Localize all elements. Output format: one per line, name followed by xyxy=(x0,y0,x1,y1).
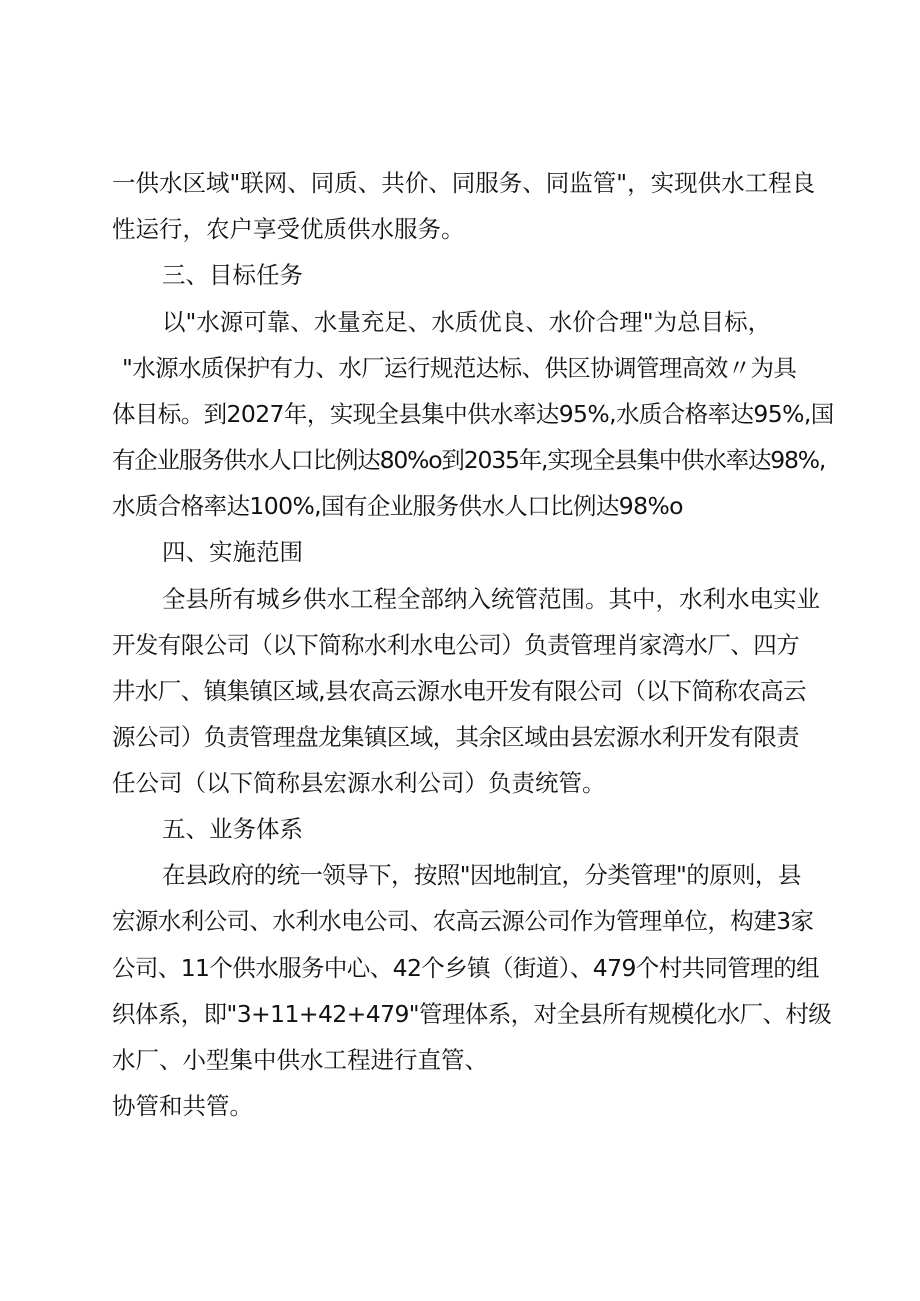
paragraph-line: 源公司）负责管理盘龙集镇区域，其余区域由县宏源水利开发有限责 xyxy=(112,723,799,751)
paragraph-line: 体目标。到2027年，实现全县集中供水率达95%,水质合格率达95%,国 xyxy=(112,400,834,428)
paragraph-line: "水源水质保护有力、水厂运行规范达标、供区协调管理高效〃为具 xyxy=(122,354,797,382)
paragraph-line: 织体系，即"3+11+42+479"管理体系，对全县所有规模化水厂、村级 xyxy=(112,1000,832,1028)
paragraph-line: 井水厂、镇集镇区域,县农高云源水电开发有限公司（以下简称农高云 xyxy=(112,677,806,705)
paragraph-line: 以"水源可靠、水量充足、水质优良、水价合理"为总目标， xyxy=(162,308,772,336)
section-heading-business-system: 五、业务体系 xyxy=(162,815,303,843)
paragraph-line: 在县政府的统一领导下，按照"因地制宜，分类管理"的原则，县 xyxy=(162,861,801,889)
paragraph-line: 任公司（以下简称县宏源水利公司）负责统管。 xyxy=(112,769,606,797)
paragraph-line: 公司、11个供水服务中心、42个乡镇（街道）、479个村共同管理的组 xyxy=(112,954,820,982)
paragraph-line: 一供水区域"联网、同质、共价、同服务、同监管"，实现供水工程良 xyxy=(112,169,816,197)
paragraph-line: 宏源水利公司、水利水电公司、农高云源公司作为管理单位，构建3家 xyxy=(112,907,814,935)
paragraph-line: 水质合格率达100%,国有企业服务供水人口比例达98%o xyxy=(112,492,683,520)
section-heading-scope: 四、实施范围 xyxy=(162,538,303,566)
paragraph-line: 全县所有城乡供水工程全部纳入统管范围。其中，水利水电实业 xyxy=(162,585,820,613)
section-heading-goals: 三、目标任务 xyxy=(162,261,303,289)
paragraph-line: 开发有限公司（以下简称水利水电公司）负责管理肖家湾水厂、四方 xyxy=(112,631,799,659)
paragraph-line: 协管和共管。 xyxy=(112,1092,253,1120)
paragraph-line: 水厂、小型集中供水工程进行直管、 xyxy=(112,1046,488,1074)
paragraph-line: 性运行，农户享受优质供水服务。 xyxy=(112,215,465,243)
paragraph-line: 有企业服务供水人口比例达80%o到2035年,实现全县集中供水率达98%, xyxy=(112,446,826,474)
